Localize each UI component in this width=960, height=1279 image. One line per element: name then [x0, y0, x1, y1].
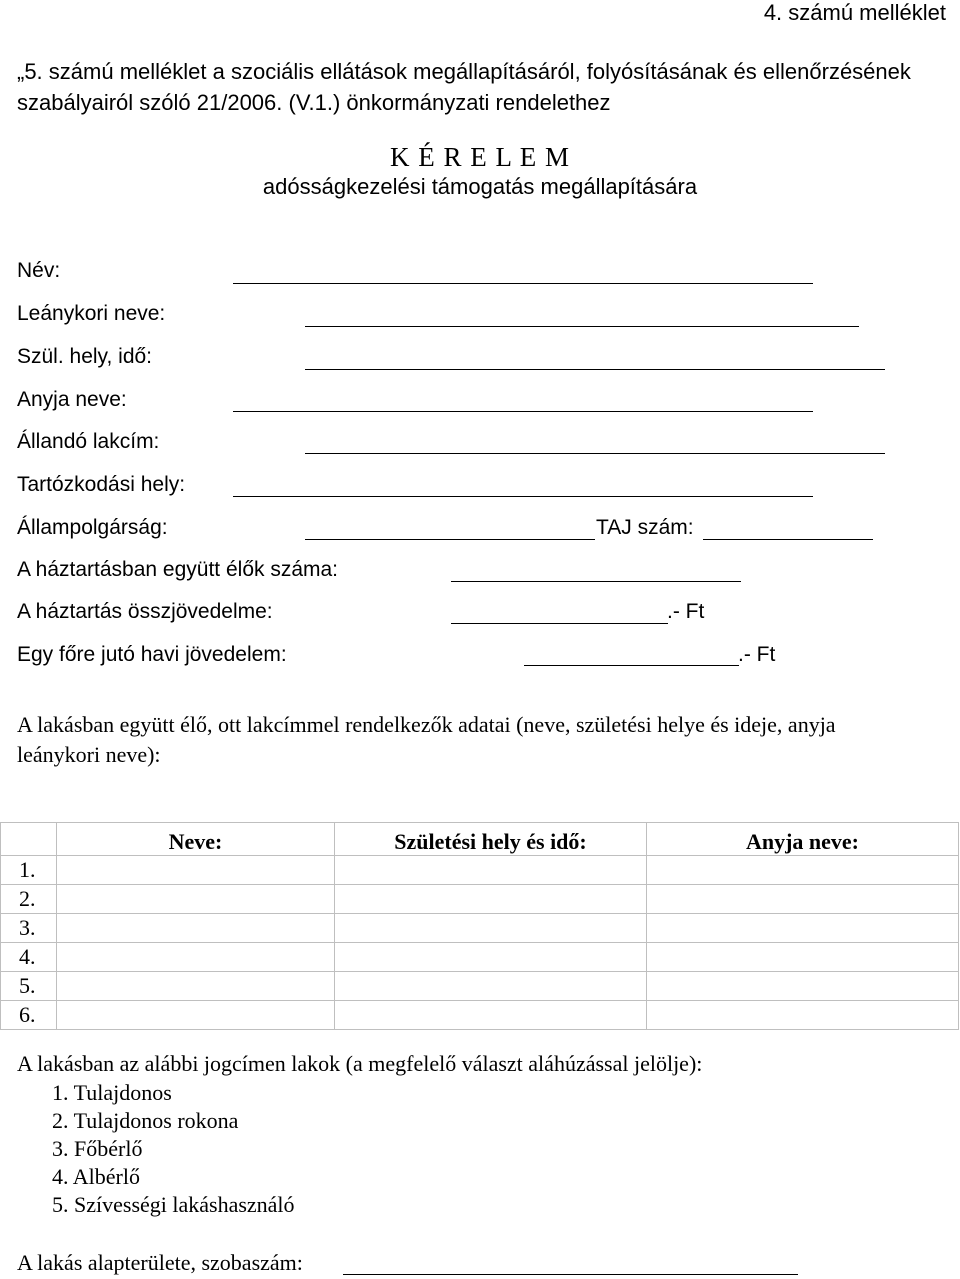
household-paragraph-line-2: leánykori neve): — [17, 742, 161, 767]
tenure-option-tulajdonos[interactable]: 1. Tulajdonos — [52, 1080, 172, 1105]
cell-neve[interactable] — [57, 1001, 335, 1030]
label-haztartas-jovedelem: A háztartás összjövedelme: — [17, 600, 273, 623]
cell-szuletesi-hely-ido[interactable] — [335, 943, 647, 972]
table-header-szuletesi-hely-ido: Születési hely és idő: — [335, 823, 647, 856]
row-number: 1. — [1, 856, 57, 885]
document-subtitle: adósságkezelési támogatás megállapítására — [262, 174, 698, 199]
table-header-neve: Neve: — [57, 823, 335, 856]
document-title: K É R E L E M — [390, 142, 570, 172]
label-egy-fore-jovedelem: Egy főre jutó havi jövedelem: — [17, 643, 287, 666]
table-row — [1, 856, 959, 885]
unit-egy-fore-jovedelem: .- Ft — [738, 643, 776, 666]
cell-anyja-neve[interactable] — [647, 943, 959, 972]
field-line-szul-hely-ido[interactable] — [305, 369, 885, 370]
tenure-option-alberlo[interactable]: 4. Albérlő — [52, 1164, 140, 1189]
tenure-option-foberlo[interactable]: 3. Főbérlő — [52, 1136, 143, 1161]
cell-neve[interactable] — [57, 943, 335, 972]
table-row — [1, 972, 959, 1001]
cell-anyja-neve[interactable] — [647, 914, 959, 943]
label-nev: Név: — [17, 259, 61, 282]
intro-line-1: „5. számú melléklet a szociális ellátások megállapításáról, folyósításának és ellenőrzésének — [17, 59, 911, 84]
cell-szuletesi-hely-ido[interactable] — [335, 1001, 647, 1030]
field-line-allando-lakcim[interactable] — [305, 453, 885, 454]
tenure-intro: A lakásban az alábbi jogcímen lakok (a megfelelő választ aláhúzással jelölje): — [17, 1051, 703, 1076]
cell-anyja-neve[interactable] — [647, 1001, 959, 1030]
table-row — [1, 914, 959, 943]
table-row — [1, 1001, 959, 1030]
field-line-nev[interactable] — [233, 283, 813, 284]
row-number: 4. — [1, 943, 57, 972]
household-paragraph — [17, 710, 947, 770]
label-haztartas-elok: A háztartásban együtt élők száma: — [17, 558, 339, 581]
cell-neve[interactable] — [57, 885, 335, 914]
row-number: 6. — [1, 1001, 57, 1030]
annex-label: 4. számú melléklet — [763, 0, 946, 25]
field-line-taj-szam[interactable] — [703, 539, 873, 540]
cell-neve[interactable] — [57, 972, 335, 1001]
cell-szuletesi-hely-ido[interactable] — [335, 972, 647, 1001]
label-leanykori-nev: Leánykori neve: — [17, 302, 166, 325]
row-number: 2. — [1, 885, 57, 914]
label-szul-hely-ido: Szül. hely, idő: — [17, 345, 153, 368]
cell-szuletesi-hely-ido[interactable] — [335, 914, 647, 943]
intro-text — [17, 56, 952, 118]
table-header-row — [1, 823, 959, 856]
cell-anyja-neve[interactable] — [647, 972, 959, 1001]
field-line-alapterulet-szobaszam[interactable] — [343, 1274, 798, 1275]
cell-anyja-neve[interactable] — [647, 856, 959, 885]
unit-haztartas-jovedelem: .- Ft — [667, 600, 705, 623]
tenure-option-szivessegi[interactable]: 5. Szívességi lakáshasználó — [52, 1192, 295, 1217]
field-line-anyja-neve[interactable] — [233, 411, 813, 412]
cell-neve[interactable] — [57, 856, 335, 885]
field-line-leanykori-nev[interactable] — [305, 326, 859, 327]
label-taj-szam: TAJ szám: — [596, 516, 694, 539]
label-alapterulet-szobaszam: A lakás alapterülete, szobaszám: — [17, 1250, 303, 1275]
table-row — [1, 885, 959, 914]
label-anyja-neve: Anyja neve: — [17, 388, 127, 411]
label-allampolgarsag: Állampolgárság: — [17, 516, 168, 539]
table-header-anyja-neve: Anyja neve: — [647, 823, 959, 856]
row-number: 3. — [1, 914, 57, 943]
label-tartozkodasi-hely: Tartózkodási hely: — [17, 473, 186, 496]
label-allando-lakcim: Állandó lakcím: — [17, 430, 160, 453]
field-line-allampolgarsag[interactable] — [305, 539, 595, 540]
row-number: 5. — [1, 972, 57, 1001]
intro-line-2: szabályairól szóló 21/2006. (V.1.) önkormányzati rendelethez — [17, 90, 611, 115]
table-row — [1, 943, 959, 972]
table-header-number — [1, 823, 57, 856]
field-line-tartozkodasi-hely[interactable] — [233, 496, 813, 497]
field-line-haztartas-jovedelem[interactable] — [451, 623, 668, 624]
cell-szuletesi-hely-ido[interactable] — [335, 856, 647, 885]
field-line-egy-fore-jovedelem[interactable] — [524, 665, 739, 666]
household-members-table — [0, 822, 959, 1030]
cell-anyja-neve[interactable] — [647, 885, 959, 914]
tenure-option-tulajdonos-rokona[interactable]: 2. Tulajdonos rokona — [52, 1108, 239, 1133]
cell-szuletesi-hely-ido[interactable] — [335, 885, 647, 914]
field-line-haztartas-elok[interactable] — [451, 581, 741, 582]
household-paragraph-line-1: A lakásban együtt élő, ott lakcímmel rendelkezők adatai (neve, születési helye és ideje, anyja — [17, 712, 836, 737]
cell-neve[interactable] — [57, 914, 335, 943]
